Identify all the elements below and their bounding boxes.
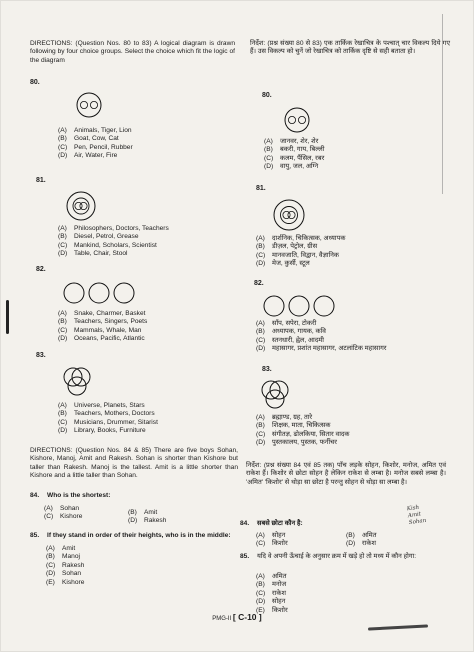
q82-number-en: 82.	[36, 266, 46, 273]
q83-diagram-en	[60, 365, 94, 399]
scan-mark	[6, 300, 9, 334]
directions-hi-1: निर्देश: (प्रश्न संख्या 80 से 83) एक तार्किक रेखाचित्र के पश्चात् चार विकल्प दिये गए हैं। उस विकल्प को चुनें जो रेखाचित्र को तार्किक दृष्टि से सही बताता हो।	[250, 40, 450, 56]
q81-diagram-hi	[272, 198, 306, 232]
option-b[interactable]: (B) मनोज	[256, 581, 287, 589]
option-d[interactable]: (D) Rakesh	[128, 517, 167, 525]
option-b[interactable]: (B) बकरी, गाय, बिल्ली	[264, 146, 325, 154]
q81-diagram-en	[64, 190, 98, 222]
option-b[interactable]: (B) अध्यापक, गायक, कवि	[256, 328, 326, 336]
q81-options-en	[58, 225, 169, 259]
option-a[interactable]: (A) Sohan	[44, 505, 80, 512]
option-d[interactable]: (D) Air, Water, Fire	[58, 152, 118, 160]
option-a[interactable]: (A) दार्शनिक, चिकित्सक, अध्यापक	[256, 235, 346, 242]
option-d[interactable]: (D) Library, Books, Furniture	[58, 427, 146, 435]
option-a[interactable]: (A) अमित	[256, 573, 287, 580]
option-e[interactable]: (E) Kishore	[46, 578, 85, 586]
paper-code: PMG-II	[212, 616, 232, 622]
directions-en-1: DIRECTIONS: (Question Nos. 80 to 83) A logical diagram is drawn following by four choice groups. Select the choice which fit the logic of the diagram	[30, 40, 235, 64]
option-d[interactable]: (D) Sohan	[46, 570, 82, 578]
option-b[interactable]: (B) शिक्षक, माता, चिकित्सक	[256, 422, 331, 430]
option-c[interactable]: (C) संगीतज्ञ, ढोलकिया, सितार वादक	[256, 430, 350, 438]
q81-options-hi	[256, 235, 345, 269]
option-a[interactable]: (A) Philosophers, Doctors, Teachers	[58, 225, 169, 232]
option-d[interactable]: (D) Table, Chair, Stool	[58, 250, 128, 258]
q84-text: सबसे छोटा कौन है:	[257, 520, 303, 527]
q84-options-hi	[256, 532, 288, 549]
q84-hi	[240, 520, 303, 528]
q85-number: 85.	[240, 553, 250, 560]
option-c[interactable]: (C) कलम, पैंसिल, रबर	[264, 154, 325, 162]
option-d[interactable]: (D) सोहन	[256, 598, 286, 606]
option-c[interactable]: (C) राकेश	[256, 589, 286, 597]
q85-options-en	[46, 545, 84, 587]
page-number: [ C-10 ]	[232, 612, 262, 622]
option-b[interactable]: (B) डीज़ल, पेट्रोल, ग्रीस	[256, 243, 318, 251]
q84-text: Who is the shortest:	[47, 492, 111, 499]
option-d[interactable]: (D) मेज, कुर्सी, स्टूल	[256, 260, 310, 268]
q84-number: 84.	[240, 520, 250, 527]
q80-number-en: 80.	[30, 79, 40, 86]
q85-text: यदि वे अपनी ऊँचाई के अनुसार क्रम में खड़े हो तो मध्य में कौन होगा:	[257, 553, 417, 560]
q81-number-en: 81.	[36, 177, 46, 184]
option-c[interactable]: (C) किशोर	[256, 540, 288, 548]
option-c[interactable]: (C) Mankind, Scholars, Scientist	[58, 241, 157, 249]
option-b[interactable]: (B) Teachers, Mothers, Doctors	[58, 410, 155, 418]
q82-number-hi: 82.	[254, 280, 264, 287]
directions-hi-2: निर्देश: (प्रश्न संख्या 84 एवं 85 तक) पाँच लड़के सोहन, किशोर, मनोज, अमित एवं राकेश हैं। किशोर से छोटा सोहन है लेकिन राकेश से लम्बा है। मनोज सबसे लम्बा है। 'अमित' 'किशोर' से थोड़ा सा छोटा है परन्तु सोहन से थोड़ा सा लम्बा है।	[246, 462, 446, 486]
option-d[interactable]: (D) पुस्तकालय, पुस्तक, फर्नीचर	[256, 439, 337, 447]
directions-en-2: DIRECTIONS: (Question Nos. 84 & 85) There are five boys Sohan, Kishore, Manoj, Amit and Rakesh. Sohan is shorter than Kishore but taller than Rakesh. Manoj is the tallest. Amit is a little shorter than Kishore and a little taller than Sohan.	[30, 447, 238, 480]
option-d[interactable]: (D) महासागर, प्रशांत महासागर, अटलांटिक महासागर	[256, 345, 387, 353]
q85-hi	[240, 553, 446, 561]
option-c[interactable]: (C) मानवजाति, विद्वान, वैज्ञानिक	[256, 251, 339, 259]
q85-options-hi	[256, 573, 288, 615]
q82-options-hi	[256, 320, 387, 354]
q80-options-hi	[264, 138, 324, 172]
q84-number: 84.	[30, 492, 40, 499]
page-footer	[0, 612, 474, 624]
q84-en	[30, 492, 110, 500]
q80-diagram-en	[72, 92, 106, 118]
q83-number-en: 83.	[36, 352, 46, 359]
option-c[interactable]: (C) Kishore	[44, 513, 83, 521]
q85-number: 85.	[30, 532, 40, 539]
q84-options-en-right	[128, 509, 166, 526]
q80-options-en	[58, 127, 133, 161]
option-b[interactable]: (B) Teachers, Singers, Poets	[58, 318, 148, 326]
option-c[interactable]: (C) Rakesh	[46, 561, 85, 569]
option-a[interactable]: (A) Universe, Planets, Stars	[58, 402, 145, 409]
q80-diagram-hi	[280, 107, 314, 133]
option-b[interactable]: (B) Diesel, Petrol, Grease	[58, 233, 139, 241]
q83-options-en	[58, 402, 158, 436]
option-a[interactable]: (A) Snake, Charmer, Basket	[58, 310, 146, 317]
option-c[interactable]: (C) Pen, Pencil, Rubber	[58, 143, 133, 151]
option-e[interactable]: (E) किशोर	[256, 606, 288, 614]
option-b[interactable]: (B) अमित	[346, 532, 377, 539]
option-d[interactable]: (D) राकेश	[346, 540, 376, 548]
option-a[interactable]: (A) सोहन	[256, 532, 286, 539]
q80-number-hi: 80.	[262, 92, 272, 99]
q83-options-hi	[256, 414, 349, 448]
option-c[interactable]: (C) Musicians, Drummer, Sitarist	[58, 418, 158, 426]
q85-en	[30, 532, 231, 540]
q83-number-hi: 83.	[262, 366, 272, 373]
option-a[interactable]: (A) Amit	[46, 545, 76, 552]
option-a[interactable]: (A) साँप, सपेरा, टोकरी	[256, 320, 317, 327]
q83-diagram-hi	[258, 378, 292, 412]
option-c[interactable]: (C) Mammals, Whale, Man	[58, 326, 142, 334]
q84-options-hi-right	[346, 532, 376, 549]
q84-options-en	[44, 505, 82, 522]
option-b[interactable]: (B) Manoj	[46, 553, 80, 561]
option-b[interactable]: (B) Amit	[128, 509, 158, 516]
q82-diagram-en	[62, 281, 138, 305]
option-d[interactable]: (D) Oceans, Pacific, Atlantic	[58, 335, 145, 343]
q82-options-en	[58, 310, 147, 344]
option-a[interactable]: (A) ब्रह्माण्ड, ग्रह, तारे	[256, 414, 313, 421]
option-a[interactable]: (A) Animals, Tiger, Lion	[58, 127, 132, 134]
q82-diagram-hi	[262, 294, 338, 318]
option-d[interactable]: (D) वायु, जल, अग्नि	[264, 163, 319, 171]
option-b[interactable]: (B) Goat, Cow, Cat	[58, 135, 119, 143]
option-c[interactable]: (C) स्तनधारी, ह्वेल, आदमी	[256, 336, 324, 344]
q81-number-hi: 81.	[256, 185, 266, 192]
q85-text: If they stand in order of their heights, who is in the middle:	[47, 532, 231, 539]
handwritten-note: Kish Amit Sohan	[406, 504, 427, 527]
option-a[interactable]: (A) जानवर, शेर, शेर	[264, 138, 319, 145]
